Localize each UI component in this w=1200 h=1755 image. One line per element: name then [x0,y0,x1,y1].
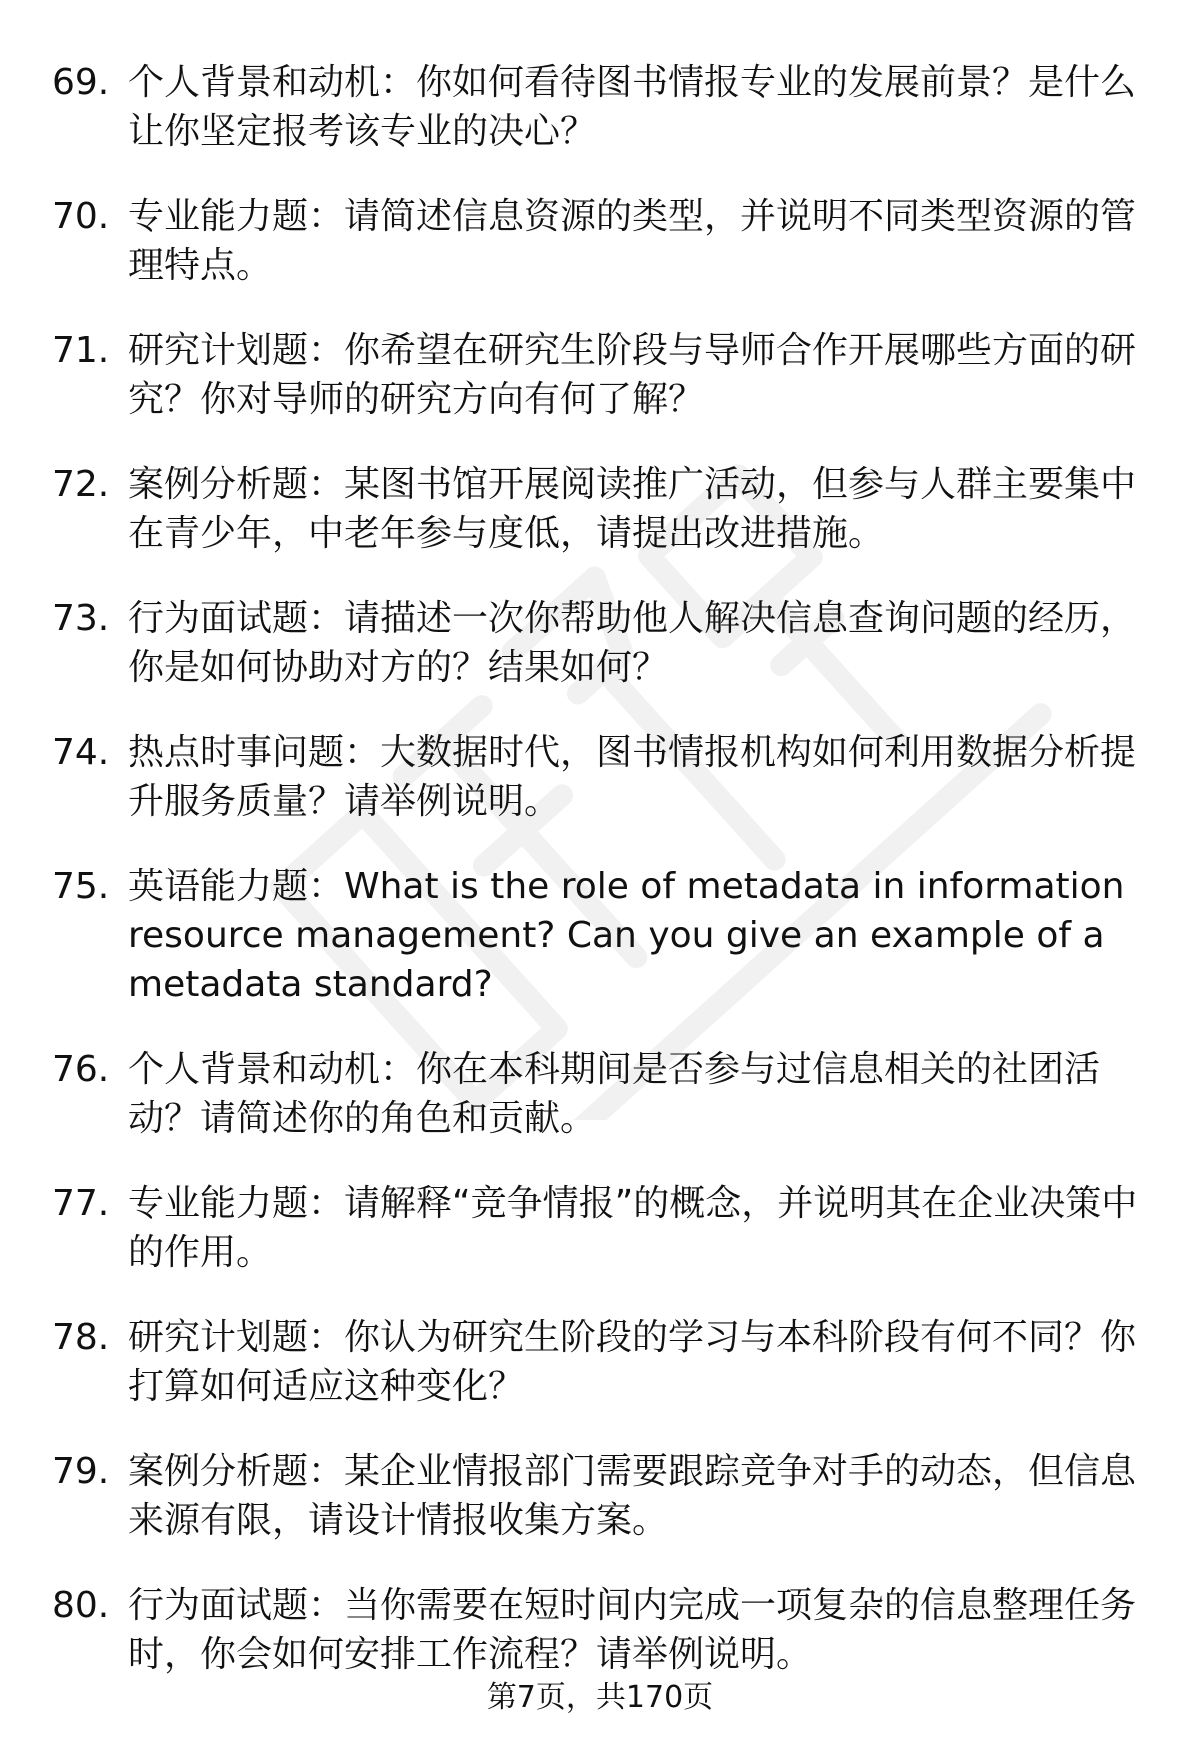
question-text: 研究计划题：你希望在研究生阶段与导师合作开展哪些方面的研究？你对导师的研究方向有何了解？ [128,330,1137,420]
question-item-69 [52,58,1162,156]
question-text: 个人背景和动机：你如何看待图书情报专业的发展前景？是什么让你坚定报考该专业的决心？ [128,62,1137,152]
question-number: 77. [52,1183,110,1224]
question-text: 行为面试题：请描述一次你帮助他人解决信息查询问题的经历，你是如何协助对方的？结果如何？ [128,598,1137,688]
question-text: 行为面试题：当你需要在短时间内完成一项复杂的信息整理任务时，你会如何安排工作流程？请举例说明。 [128,1585,1137,1675]
question-item-70 [52,192,1162,290]
question-item-80 [52,1581,1162,1679]
question-number: 69. [52,62,110,103]
question-item-78 [52,1313,1162,1411]
question-list [52,58,1162,1715]
question-number: 75. [52,866,110,907]
page-footer [0,1678,1200,1718]
question-item-72 [52,460,1162,558]
question-number: 76. [52,1049,110,1090]
question-item-75 [52,862,1162,1009]
question-text: 专业能力题：请简述信息资源的类型，并说明不同类型资源的管理特点。 [128,196,1137,286]
question-item-77 [52,1179,1162,1277]
question-text: 案例分析题：某图书馆开展阅读推广活动，但参与人群主要集中在青少年，中老年参与度低，请提出改进措施。 [128,464,1137,554]
question-number: 72. [52,464,110,505]
question-text: 热点时事问题：大数据时代，图书情报机构如何利用数据分析提升服务质量？请举例说明。 [128,732,1137,822]
question-text: 案例分析题：某企业情报部门需要跟踪竞争对手的动态，但信息来源有限，请设计情报收集方案。 [128,1451,1137,1541]
question-item-79 [52,1447,1162,1545]
question-text: 英语能力题：What is the role of metadata in information resource management? Can you give an example of a metadata standard? [128,866,1125,1005]
question-number: 71. [52,330,110,371]
page-indicator: 第7页，共170页 [486,1680,714,1715]
question-number: 80. [52,1585,110,1626]
question-number: 73. [52,598,110,639]
question-item-76 [52,1045,1162,1143]
question-number: 79. [52,1451,110,1492]
question-text: 个人背景和动机：你在本科期间是否参与过信息相关的社团活动？请简述你的角色和贡献。 [128,1049,1101,1139]
question-item-71 [52,326,1162,424]
question-item-74 [52,728,1162,826]
question-number: 78. [52,1317,110,1358]
question-item-73 [52,594,1162,692]
question-text: 专业能力题：请解释“竞争情报”的概念，并说明其在企业决策中的作用。 [128,1183,1138,1273]
question-text: 研究计划题：你认为研究生阶段的学习与本科阶段有何不同？你打算如何适应这种变化？ [128,1317,1137,1407]
question-number: 74. [52,732,110,773]
question-number: 70. [52,196,110,237]
